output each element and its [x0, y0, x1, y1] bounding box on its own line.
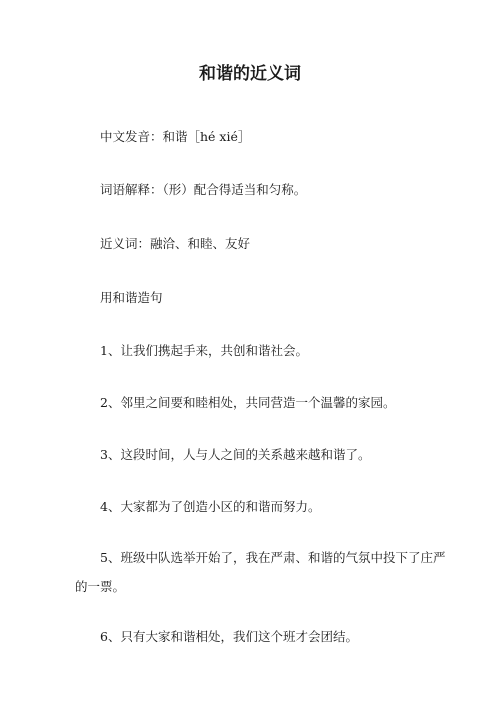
example-sentence-5-line-2: 的一票。 — [75, 579, 126, 594]
example-sentence-5-line-1: 5、班级中队选举开始了，我在严肃、和谐的气氛中投下了庄严 — [100, 550, 446, 565]
example-sentence-1: 1、让我们携起手来，共创和谐社会。 — [100, 343, 308, 358]
example-sentence-5 — [75, 543, 446, 601]
synonyms-line: 近义词：融洽、和睦、友好 — [100, 236, 251, 251]
example-sentence-2: 2、邻里之间要和睦相处，共同营造一个温馨的家园。 — [100, 395, 396, 410]
page-title: 和谐的近义词 — [199, 64, 301, 84]
pronunciation-line: 中文发音：和谐［hé xié］ — [100, 129, 251, 144]
example-sentence-6: 6、只有大家和谐相处，我们这个班才会团结。 — [100, 629, 358, 644]
example-sentence-4: 4、大家都为了创造小区的和谐而努力。 — [100, 499, 321, 514]
definition-line: 词语解释：（形）配合得适当和匀称。 — [100, 182, 307, 197]
section-heading: 用和谐造句 — [100, 290, 163, 305]
example-sentence-3: 3、这段时间，人与人之间的关系越来越和谐了。 — [100, 447, 371, 462]
